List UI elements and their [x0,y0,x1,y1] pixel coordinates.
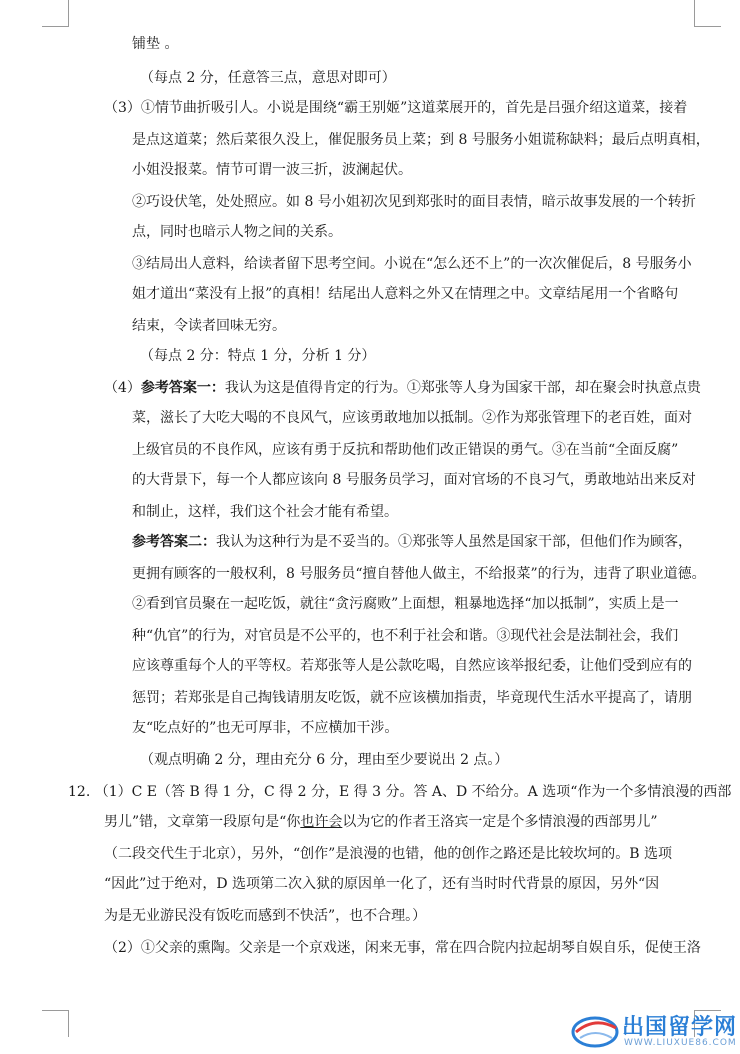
text-line [132,688,692,708]
crop-mark-top-left [42,0,69,27]
line-text: 小姐没报菜。情节可谓一波三折，波澜起伏。 [132,162,412,178]
line-text: （3）①情节曲折吸引人。小说是围绕“霸王别姬”这道菜展开的，首先是吕强介绍这道菜，接着 [104,100,688,116]
text-line [132,532,692,552]
line-text: 和制止，这样，我们这个社会才能有希望。 [132,504,398,520]
line-text: 男儿”错，文章第一段原句是“你 [104,814,301,830]
text-line [132,192,696,212]
crop-mark-bottom-left [42,1010,69,1037]
text-line [132,34,178,54]
line-text: 铺垫 。 [132,36,179,52]
line-text: 友“吃点好的”也无可厚非，不应横加干涉。 [132,720,399,736]
text-line [132,316,286,336]
line-text: 12. （1）C E（答 B 得 1 分，C 得 2 分，E 得 3 分。答 A、D 不给分。A 选项“作为一个多情浪漫的西部 [68,784,732,800]
text-line [132,408,692,428]
line-text-rest: 我认为这种行为是不妥当的。①郑张等人虽然是国家干部，但他们作为顾客， [216,534,692,550]
line-text: 为是无业游民没有饭吃而感到不快活”，也不合理。） [104,908,427,924]
line-text: （观点明确 2 分，理由充分 6 分，理由至少要说出 2 点。） [140,752,509,768]
line-text: 的大背景下，每一个人都应该向 8 号服务员学习，面对官场的不良习气，勇敢地站出来反对 [132,472,696,488]
line-text: ③结局出人意料，给读者留下思考空间。小说在“怎么还不上”的一次次催促后，8 号服务小 [132,256,692,272]
line-text: （4） [104,380,141,396]
text-line [104,812,657,832]
line-text: 种“仇官”的行为，对官员是不公平的，也不利于社会和谐。③现代社会是法制社会，我们 [132,628,679,644]
line-text: 应该尊重每个人的平等权。若郑张等人是公款吃喝，自然应该举报纪委，让他们受到应有的 [132,658,692,674]
line-text: 结束，令读者回味无穷。 [132,318,286,334]
text-line [104,844,672,864]
text-line [132,564,706,584]
line-text: 是点这道菜；然后菜很久没上，催促服务员上菜；到 8 号服务小姐谎称缺料；最后点明真相， [132,132,710,148]
line-text: 惩罚；若郑张是自己掏钱请朋友吃饭，就不应该横加指责，毕竟现代生活水平提高了，请朋 [132,690,692,706]
line-text-rest: 以为它的作者王洛宾一定是个多情浪漫的西部男儿” [342,814,658,830]
answer-heading: 参考答案一： [140,380,225,396]
line-text: （每点 2 分：特点 1 分，分析 1 分） [140,348,376,364]
answer-heading: 参考答案二： [132,534,216,550]
text-line [68,782,731,802]
logo-url: WWW.LIUXUE86.COM [624,1038,737,1048]
text-line [132,594,679,614]
text-line [132,222,342,242]
text-line [140,750,508,770]
line-text: （每点 2 分，任意答三点，意思对即可） [140,70,396,86]
text-line [132,626,678,646]
line-text: 点，同时也暗示人物之间的关系。 [132,224,342,240]
globe-logo-icon [568,1008,622,1050]
crop-mark-top-right [694,0,721,27]
line-text: ②巧设伏笔，处处照应。如 8 号小姐初次见到郑张时的面目表情，暗示故事发展的一个转折 [132,194,696,210]
watermark-logo [568,1008,738,1052]
text-line [140,346,375,366]
text-line [132,254,692,274]
text-line [132,440,678,460]
line-text: （2）①父亲的熏陶。父亲是一个京戏迷，闲来无事，常在四合院内拉起胡琴自娱自乐，促使王洛 [104,940,701,956]
text-line [132,470,696,490]
logo-name: 出国留学网 [622,1015,738,1040]
text-line [140,68,396,88]
text-line [132,284,678,304]
text-line [132,502,398,522]
line-text: （二段交代生于北京），另外，“创作”是浪漫的也错，他的创作之路还是比较坎坷的。B 选项 [104,846,673,862]
text-line [132,656,692,676]
line-text: 姐才道出“菜没有上报”的真相！结尾出人意料之外又在情理之中。文章结尾用一个省略句 [132,286,679,302]
text-line [132,160,412,180]
text-line [104,378,701,398]
text-line [104,906,426,926]
text-line [132,130,710,150]
text-line [104,874,659,894]
line-text: 上级官员的不良作风，应该有勇于反抗和帮助他们改正错误的勇气。③在当前“全面反腐” [132,442,679,458]
line-text: “因此”过于绝对，D 选项第二次入狱的原因单一化了，还有当时时代背景的原因，另外“因 [104,876,660,892]
line-text: ②看到官员聚在一起吃饭，就往“贪污腐败”上面想，粗暴地选择“加以抵制”，实质上是一 [132,596,679,612]
line-text: 菜，滋长了大吃大喝的不良风气，应该勇敢地加以抵制。②作为郑张管理下的老百姓，面对 [132,410,692,426]
text-line [104,938,701,958]
text-line [104,98,687,118]
underlined-text: 也许会 [300,814,343,830]
text-line [132,718,398,738]
line-text: 更拥有顾客的一般权利，8 号服务员“擅自替他人做主，不给报菜”的行为，违背了职业道德。 [132,566,706,582]
line-text-rest: 我认为这是值得肯定的行为。①郑张等人身为国家干部，却在聚会时执意点贵 [224,380,701,396]
